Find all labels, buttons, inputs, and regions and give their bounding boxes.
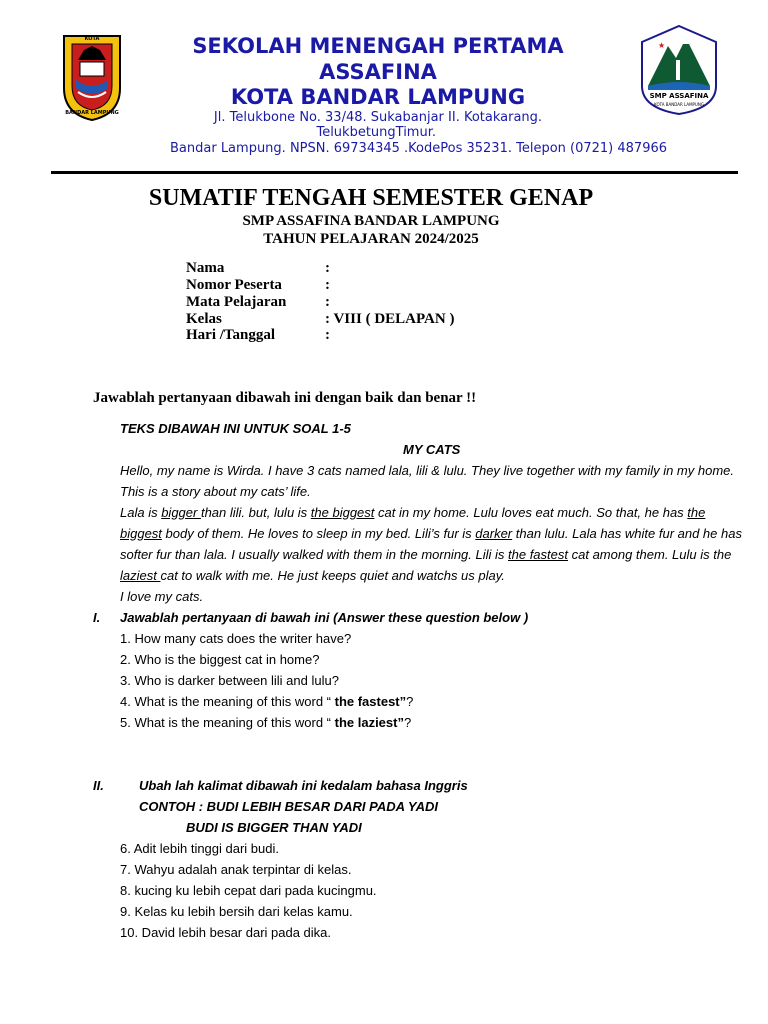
section2-example-answer: BUDI IS BIGGER THAN YADI (186, 820, 362, 835)
story-text: than lulu. Lala has white fur and he has (512, 526, 742, 541)
keyword-laziest: laziest (120, 568, 161, 583)
question-4-keyword: the fastest” (334, 694, 407, 709)
section2-example-question: CONTOH : BUDI LEBIH BESAR DARI PADA YADI (139, 799, 439, 814)
left-logo-text-bottom: BANDAR LAMPUNG (65, 110, 119, 116)
identity-label-date: Hari /Tanggal (186, 327, 276, 343)
right-school-logo (636, 24, 722, 116)
question-6: 6. Adit lebih tinggi dari budi. (120, 841, 279, 856)
story-line-2: This is a story about my cats’ life. (120, 484, 311, 499)
story-text: body of them. He loves to sleep in my bed. Lili’s fur is (161, 526, 476, 541)
identity-label-number: Nomor Peserta (186, 277, 282, 293)
general-instruction: Jawablah pertanyaan dibawah ini dengan baik dan benar !! (93, 390, 477, 406)
identity-label-name: Nama (186, 260, 225, 276)
story-line-6 (120, 565, 505, 586)
left-logo-text-top: KOTA (84, 36, 100, 42)
question-9: 9. Kelas ku lebih bersih dari kelas kamu. (120, 904, 353, 919)
question-7: 7. Wahyu adalah anak terpintar di kelas. (120, 862, 352, 877)
address-line3: Bandar Lampung. NPSN. 69734345 .KodePos 35231. Telepon (0721) 487966 (170, 141, 668, 156)
identity-value-subject: : (325, 294, 330, 310)
header-divider (51, 171, 738, 174)
exam-title: SUMATIF TENGAH SEMESTER GENAP (148, 185, 594, 211)
section1-number: I. (93, 610, 101, 625)
question-4-suffix: ? (406, 694, 414, 709)
question-2: 2. Who is the biggest cat in home? (120, 652, 320, 667)
story-text: than lili. but, lulu is (200, 505, 311, 520)
question-5-suffix: ? (403, 715, 412, 730)
exam-school: SMP ASSAFINA BANDAR LAMPUNG (242, 213, 500, 229)
story-text: cat to walk with me. He just keeps quiet and watchs us play. (160, 568, 505, 583)
keyword-the: the (687, 505, 706, 520)
question-3: 3. Who is darker between lili and lulu? (120, 673, 339, 688)
story-line-7: I love my cats. (120, 589, 204, 604)
school-name-line2: ASSAFINA (319, 60, 437, 84)
identity-value-class: : VIII ( DELAPAN ) (325, 311, 455, 327)
story-line-3 (120, 502, 705, 523)
left-school-logo (60, 30, 124, 122)
svg-text:★: ★ (658, 41, 666, 50)
keyword-bigger: bigger (161, 505, 201, 520)
question-5 (120, 712, 411, 733)
question-5-prefix: 5. What is the meaning of this word “ (120, 715, 335, 730)
story-text: cat among them. Lulu is the (568, 547, 732, 562)
school-city: KOTA BANDAR LAMPUNG (230, 85, 526, 109)
exam-year: TAHUN PELAJARAN 2024/2025 (263, 231, 479, 247)
identity-label-class: Kelas (186, 311, 222, 327)
story-line-1: Hello, my name is Wirda. I have 3 cats named lala, lili & lulu. They live together with my family in my home. (120, 463, 735, 478)
story-text: cat in my home. Lulu loves eat much. So that, he has (374, 505, 688, 520)
question-10: 10. David lebih besar dari pada dika. (120, 925, 332, 940)
story-title: MY CATS (403, 442, 461, 457)
identity-value-number: : (325, 277, 330, 293)
story-text: Lala is (120, 505, 162, 520)
keyword-biggest: biggest (120, 526, 162, 541)
story-line-4 (120, 523, 742, 544)
identity-label-subject: Mata Pelajaran (186, 294, 287, 310)
school-name-line1: SEKOLAH MENENGAH PERTAMA (192, 34, 564, 58)
question-4-prefix: 4. What is the meaning of this word “ (120, 694, 335, 709)
story-line-5 (120, 544, 731, 565)
right-logo-text: SMP ASSAFINA (649, 92, 709, 100)
identity-value-date: : (325, 327, 330, 343)
keyword-the-fastest: the fastest (508, 547, 568, 562)
section2-heading: Ubah lah kalimat dibawah ini kedalam bahasa Inggris (139, 778, 468, 793)
question-4 (120, 691, 413, 712)
question-1: 1. How many cats does the writer have? (120, 631, 352, 646)
keyword-darker: darker (475, 526, 513, 541)
section2-number: II. (93, 778, 104, 793)
identity-value-name: : (325, 260, 330, 276)
text-heading: TEKS DIBAWAH INI UNTUK SOAL 1-5 (120, 421, 351, 436)
keyword-the-biggest: the biggest (310, 505, 375, 520)
question-5-keyword: the laziest” (334, 715, 404, 730)
section1-heading: Jawablah pertanyaan di bawah ini (Answer these question below ) (120, 610, 529, 625)
right-logo-subtext: KOTA BANDAR LAMPUNG (654, 102, 704, 107)
address-line1: Jl. Telukbone No. 33/48. Sukabanjar II. Kotakarang. (213, 110, 543, 125)
story-text: softer fur than lala. I usually walked with them in the morning. Lili is (120, 547, 509, 562)
question-8: 8. kucing ku lebih cepat dari pada kucingmu. (120, 883, 377, 898)
address-line2: TelukbetungTimur. (316, 125, 436, 140)
